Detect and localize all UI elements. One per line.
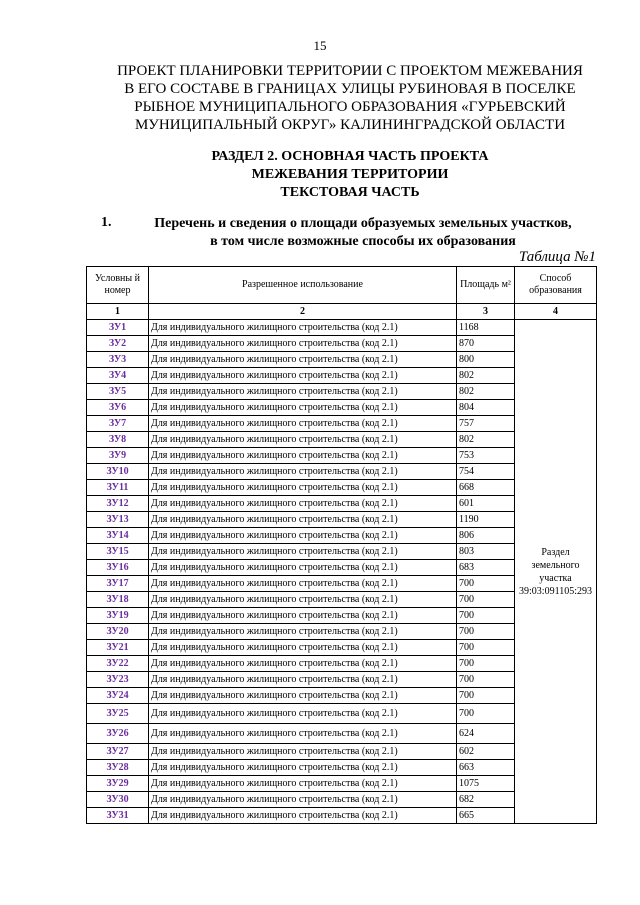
parcel-area: 757	[457, 416, 515, 432]
parcel-id: ЗУ16	[87, 560, 149, 576]
parcel-area: 804	[457, 400, 515, 416]
parcel-id: ЗУ18	[87, 592, 149, 608]
parcel-id: ЗУ9	[87, 448, 149, 464]
table-row	[87, 320, 597, 336]
parcels-table	[86, 266, 597, 824]
parcel-id: ЗУ7	[87, 416, 149, 432]
permitted-use: Для индивидуального жилищного строительства (код 2.1)	[149, 528, 457, 544]
column-number: 1	[87, 304, 149, 320]
parcel-id: ЗУ20	[87, 624, 149, 640]
table-caption: Таблица №1	[518, 249, 596, 265]
permitted-use: Для индивидуального жилищного строительства (код 2.1)	[149, 624, 457, 640]
parcel-id: ЗУ5	[87, 384, 149, 400]
parcel-area: 700	[457, 592, 515, 608]
formation-method: Раздел земельного участка 39:03:091105:293	[515, 320, 597, 824]
parcel-id: ЗУ6	[87, 400, 149, 416]
permitted-use: Для индивидуального жилищного строительства (код 2.1)	[149, 368, 457, 384]
parcel-area: 753	[457, 448, 515, 464]
parcel-area: 800	[457, 352, 515, 368]
permitted-use: Для индивидуального жилищного строительства (код 2.1)	[149, 432, 457, 448]
parcel-id: ЗУ8	[87, 432, 149, 448]
parcel-id: ЗУ29	[87, 776, 149, 792]
parcel-id: ЗУ28	[87, 760, 149, 776]
parcel-id: ЗУ25	[87, 704, 149, 724]
permitted-use: Для индивидуального жилищного строительства (код 2.1)	[149, 448, 457, 464]
parcel-id: ЗУ23	[87, 672, 149, 688]
heading-number: 1.	[101, 215, 112, 230]
permitted-use: Для индивидуального жилищного строительства (код 2.1)	[149, 480, 457, 496]
permitted-use: Для индивидуального жилищного строительства (код 2.1)	[149, 792, 457, 808]
parcel-id: ЗУ3	[87, 352, 149, 368]
permitted-use: Для индивидуального жилищного строительства (код 2.1)	[149, 640, 457, 656]
permitted-use: Для индивидуального жилищного строительства (код 2.1)	[149, 592, 457, 608]
header-method: Способ образования	[515, 267, 597, 304]
parcel-id: ЗУ30	[87, 792, 149, 808]
parcel-area: 700	[457, 624, 515, 640]
column-number-row	[87, 304, 597, 320]
permitted-use: Для индивидуального жилищного строительства (код 2.1)	[149, 336, 457, 352]
parcel-id: ЗУ1	[87, 320, 149, 336]
parcel-area: 700	[457, 656, 515, 672]
parcel-area: 682	[457, 792, 515, 808]
permitted-use: Для индивидуального жилищного строительства (код 2.1)	[149, 776, 457, 792]
parcel-id: ЗУ13	[87, 512, 149, 528]
permitted-use: Для индивидуального жилищного строительства (код 2.1)	[149, 496, 457, 512]
parcel-rows	[87, 320, 597, 824]
header-id: Условны й номер	[87, 267, 149, 304]
permitted-use: Для индивидуального жилищного строительства (код 2.1)	[149, 464, 457, 480]
parcel-area: 806	[457, 528, 515, 544]
parcel-area: 1190	[457, 512, 515, 528]
permitted-use: Для индивидуального жилищного строительства (код 2.1)	[149, 688, 457, 704]
permitted-use: Для индивидуального жилищного строительства (код 2.1)	[149, 416, 457, 432]
parcel-id: ЗУ26	[87, 724, 149, 744]
parcel-id: ЗУ11	[87, 480, 149, 496]
permitted-use: Для индивидуального жилищного строительства (код 2.1)	[149, 512, 457, 528]
permitted-use: Для индивидуального жилищного строительства (код 2.1)	[149, 672, 457, 688]
parcel-id: ЗУ15	[87, 544, 149, 560]
permitted-use: Для индивидуального жилищного строительства (код 2.1)	[149, 320, 457, 336]
parcel-id: ЗУ21	[87, 640, 149, 656]
parcel-area: 668	[457, 480, 515, 496]
permitted-use: Для индивидуального жилищного строительства (код 2.1)	[149, 808, 457, 824]
parcel-area: 802	[457, 368, 515, 384]
parcel-id: ЗУ17	[87, 576, 149, 592]
parcel-area: 700	[457, 608, 515, 624]
permitted-use: Для индивидуального жилищного строительства (код 2.1)	[149, 560, 457, 576]
parcel-area: 624	[457, 724, 515, 744]
permitted-use: Для индивидуального жилищного строительства (код 2.1)	[149, 384, 457, 400]
parcel-id: ЗУ2	[87, 336, 149, 352]
parcel-area: 700	[457, 672, 515, 688]
parcel-id: ЗУ19	[87, 608, 149, 624]
parcel-area: 683	[457, 560, 515, 576]
parcel-area: 1075	[457, 776, 515, 792]
parcel-id: ЗУ10	[87, 464, 149, 480]
permitted-use: Для индивидуального жилищного строительства (код 2.1)	[149, 760, 457, 776]
document-title: ПРОЕКТ ПЛАНИРОВКИ ТЕРРИТОРИИ С ПРОЕКТОМ МЕЖЕВАНИЯ В ЕГО СОСТАВЕ В ГРАНИЦАХ УЛИЦЫ РУБИНОВАЯ В ПОСЕЛКЕ РЫБНОЕ МУНИЦИПАЛЬНОГО ОБРАЗОВАНИЯ «ГУРЬЕВСКИЙ МУНИЦИПАЛЬНЫЙ ОКРУГ» КАЛИНИНГРАДСКОЙ ОБЛАСТИ	[117, 63, 583, 133]
parcel-area: 602	[457, 744, 515, 760]
permitted-use: Для индивидуального жилищного строительства (код 2.1)	[149, 400, 457, 416]
header-use: Разрешенное использование	[149, 267, 457, 304]
parcel-id: ЗУ12	[87, 496, 149, 512]
permitted-use: Для индивидуального жилищного строительства (код 2.1)	[149, 656, 457, 672]
page-number: 15	[313, 38, 327, 53]
permitted-use: Для индивидуального жилищного строительства (код 2.1)	[149, 724, 457, 744]
parcel-id: ЗУ22	[87, 656, 149, 672]
parcel-area: 665	[457, 808, 515, 824]
section-title: РАЗДЕЛ 2. ОСНОВНАЯ ЧАСТЬ ПРОЕКТА МЕЖЕВАНИЯ ТЕРРИТОРИИ ТЕКСТОВАЯ ЧАСТЬ	[211, 149, 489, 200]
parcel-area: 754	[457, 464, 515, 480]
parcel-area: 870	[457, 336, 515, 352]
parcel-area: 601	[457, 496, 515, 512]
heading-text: Перечень и сведения о площади образуемых земельных участков, в том числе возможные способы их образования	[154, 216, 572, 249]
permitted-use: Для индивидуального жилищного строительства (код 2.1)	[149, 608, 457, 624]
permitted-use: Для индивидуального жилищного строительства (код 2.1)	[149, 704, 457, 724]
parcel-area: 700	[457, 576, 515, 592]
parcel-id: ЗУ14	[87, 528, 149, 544]
table-header-row	[87, 267, 597, 304]
column-number: 2	[149, 304, 457, 320]
header-area: Площадь м²	[457, 267, 515, 304]
permitted-use: Для индивидуального жилищного строительства (код 2.1)	[149, 544, 457, 560]
parcel-area: 700	[457, 688, 515, 704]
parcel-area: 802	[457, 432, 515, 448]
column-number: 4	[515, 304, 597, 320]
permitted-use: Для индивидуального жилищного строительства (код 2.1)	[149, 744, 457, 760]
parcel-area: 802	[457, 384, 515, 400]
parcel-area: 700	[457, 640, 515, 656]
parcel-id: ЗУ24	[87, 688, 149, 704]
parcel-area: 663	[457, 760, 515, 776]
parcel-id: ЗУ31	[87, 808, 149, 824]
column-number: 3	[457, 304, 515, 320]
parcel-id: ЗУ4	[87, 368, 149, 384]
permitted-use: Для индивидуального жилищного строительства (код 2.1)	[149, 352, 457, 368]
permitted-use: Для индивидуального жилищного строительства (код 2.1)	[149, 576, 457, 592]
parcel-area: 1168	[457, 320, 515, 336]
parcel-area: 803	[457, 544, 515, 560]
parcel-area: 700	[457, 704, 515, 724]
parcel-id: ЗУ27	[87, 744, 149, 760]
